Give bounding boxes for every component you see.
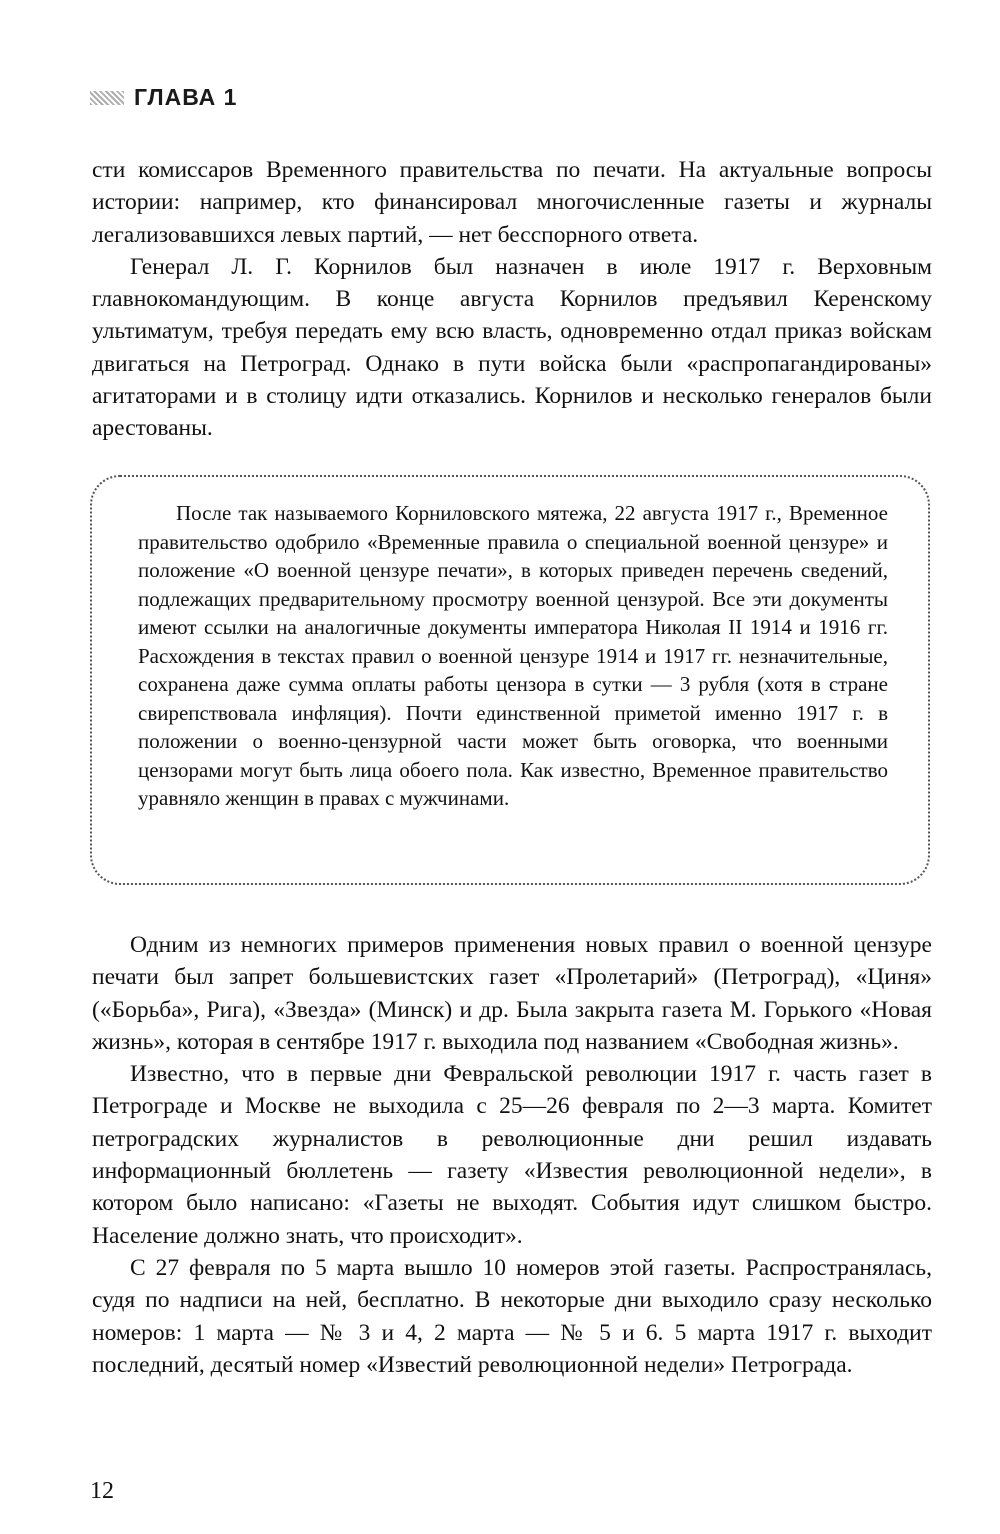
chapter-header — [90, 84, 237, 111]
paragraph: Генерал Л. Г. Корнилов был назначен в июле 1917 г. Верховным главнокомандующим. В конце августа Корнилов предъявил Керенскому ультиматум, требуя передать ему всю власть, одновременно отдал приказ войскам двигаться на Петроград. Однако в пути войска были «распропагандированы» агитаторами и в столицу идти отказались. Корнилов и несколько генералов были арестованы. — [92, 253, 932, 442]
paragraph: С 27 февраля по 5 марта вышло 10 номеров этой газеты. Распространялась, судя по надписи на ней, бесплатно. В некоторые дни выходило сразу несколько номеров: 1 марта — № 3 и 4, 2 марта — № 5 и 6. 5 марта 1917 г. выходит последний, десятый номер «Известий революционной недели» Петрограда. — [92, 1254, 932, 1378]
main-text-bottom — [92, 929, 932, 1381]
chapter-ornament-icon — [90, 91, 124, 105]
paragraph: сти комиссаров Временного правительства по печати. На актуальные вопросы истории: например, кто финансировал многочисленные газеты и журналы легализовавшихся левых партий, — нет бесспорного ответа. — [92, 157, 932, 248]
paragraph: Одним из немногих примеров применения новых правил о военной цензуре печати был запрет большевистских газет «Пролетарий» (Петроград), «Циня» («Борьба», Рига), «Звезда» (Минск) и др. Была закрыта газета М. Горького «Новая жизнь», которая в сентябре 1917 г. выходила под названием «Свободная жизнь». — [92, 932, 932, 1055]
chapter-title: ГЛАВА 1 — [134, 84, 238, 110]
page-number: 12 — [90, 1478, 114, 1504]
main-text-top — [92, 154, 932, 445]
callout-box — [90, 475, 930, 885]
callout-text: После так называемого Корниловского мятежа, 22 августа 1917 г., Временное правительство одобрило «Временные правила о специальной военной цензуре» и положение «О военной цензуре печати», в которых приведен перечень сведений, подлежащих предварительному просмотру военной цензурой. Все эти документы имеют ссылки на аналогичные документы императора Николая II 1914 и 1916 гг. Расхождения в текстах правил о военной цензуре 1914 и 1917 гг. незначительные, сохранена даже сумма оплаты работы цензора в сутки — 3 рубля (хотя в стране свирепствовала инфляция). Почти единственной приметой именно 1917 г. в положении о военно-цензурной части может быть оговорка, что военными цензорами могут быть лица обоего пола. Как известно, Временное правительство уравняло женщин в правах с мужчинами. — [138, 501, 888, 810]
paragraph: Известно, что в первые дни Февральской революции 1917 г. часть газет в Петрограде и Москве не выходила с 25—26 февраля по 2—3 марта. Комитет петроградских журналистов в революционные дни решил издавать информационный бюллетень — газету «Известия революционной недели», в котором было написано: «Газеты не выходят. События идут слишком быстро. Население должно знать, что происходит». — [92, 1061, 932, 1249]
